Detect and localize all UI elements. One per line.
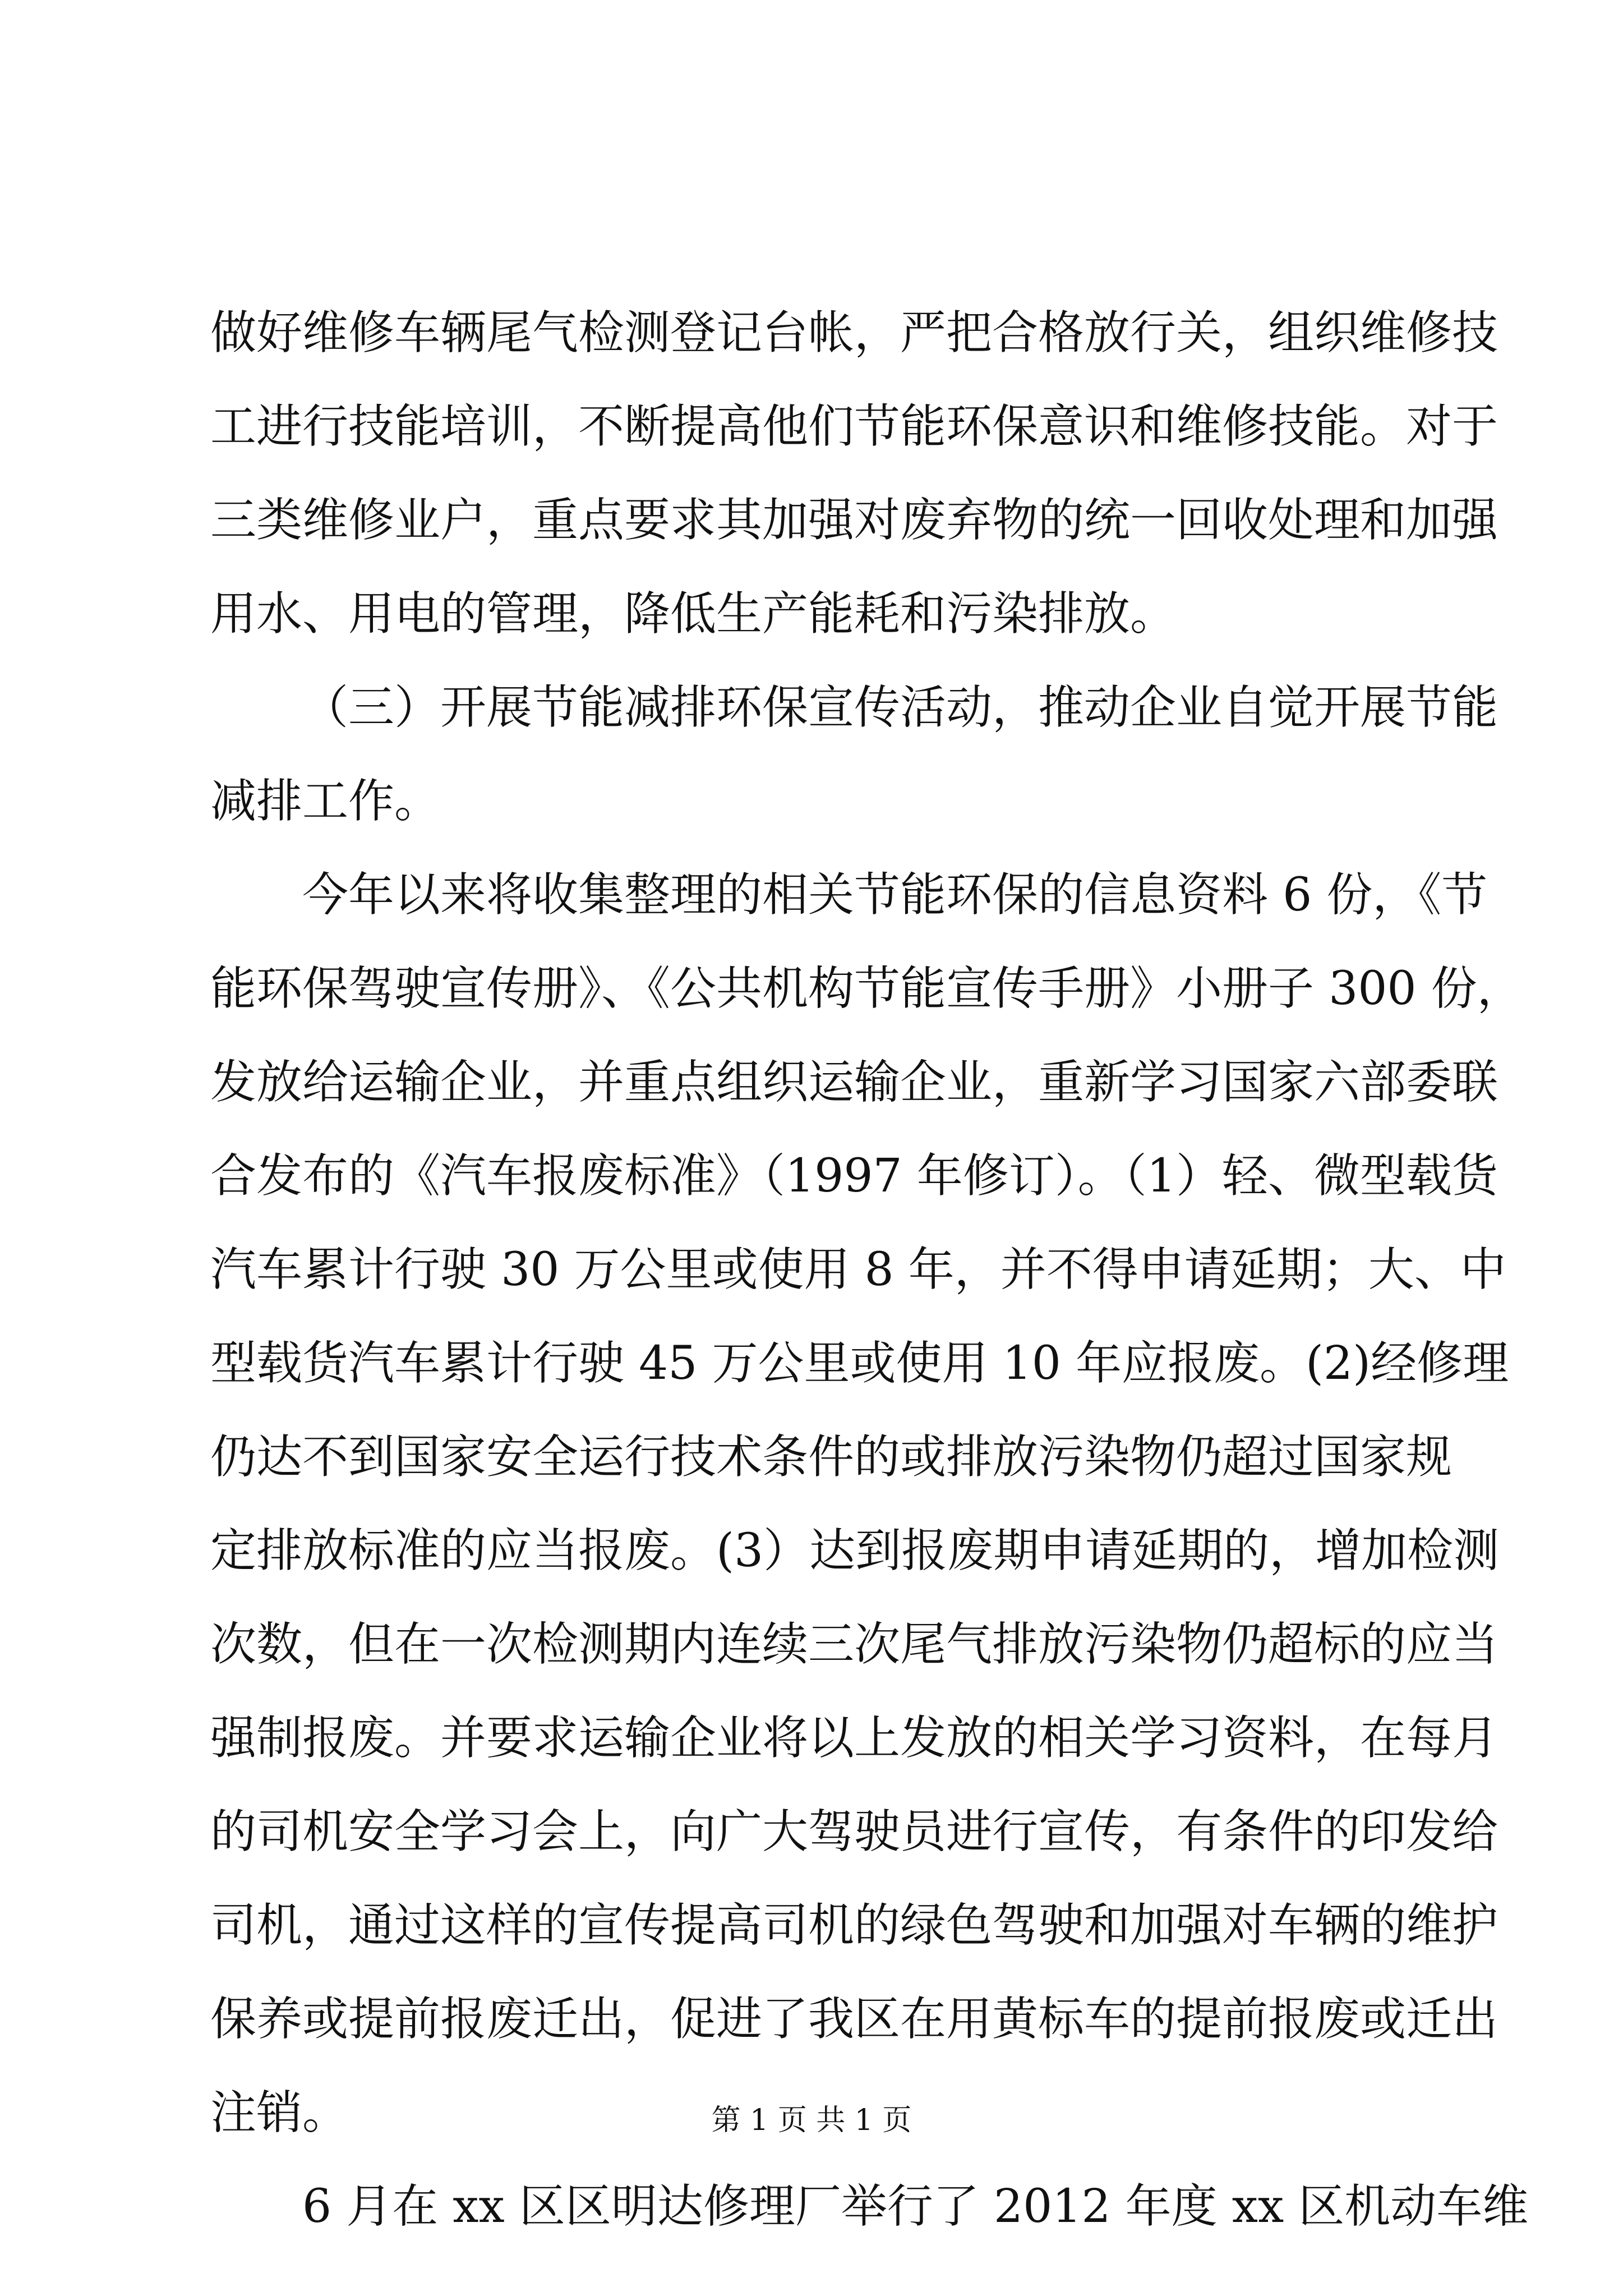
text-line: 汽车累计行驶 30 万公里或使用 8 年，并不得申请延期；大、中 xyxy=(210,1243,1506,1296)
text-line: 注销。 xyxy=(210,2086,349,2139)
text-line: 合发布的《汽车报废标准》（1997 年修订）。（1）轻、微型载货 xyxy=(210,1149,1498,1203)
text-line: 的司机安全学习会上，向广大驾驶员进行宣传，有条件的印发给 xyxy=(210,1805,1498,1858)
text-line: 工进行技能培训，不断提高他们节能环保意识和维修技能。对于 xyxy=(210,400,1498,453)
text-line: 司机，通过这样的宣传提高司机的绿色驾驶和加强对车辆的维护 xyxy=(210,1899,1498,1952)
text-line: 三类维修业户，重点要求其加强对废弃物的统一回收处理和加强 xyxy=(210,494,1498,547)
text-line: 能环保驾驶宣传册》、《公共机构节能宣传手册》小册子 300 份， xyxy=(210,962,1523,1015)
text-line: 次数，但在一次检测期内连续三次尾气排放污染物仍超标的应当 xyxy=(210,1618,1498,1671)
text-line: 发放给运输企业，并重点组织运输企业，重新学习国家六部委联 xyxy=(210,1056,1498,1109)
text-line: 保养或提前报废迁出，促进了我区在用黄标车的提前报废或迁出 xyxy=(210,1993,1498,2046)
text-line: 今年以来将收集整理的相关节能环保的信息资料 6 份，《节 xyxy=(302,868,1488,922)
text-line: 用水、用电的管理，降低生产能耗和污染排放。 xyxy=(210,587,1177,641)
text-line: 型载货汽车累计行驶 45 万公里或使用 10 年应报废。(2)经修理 xyxy=(210,1337,1509,1390)
text-line: 强制报废。并要求运输企业将以上发放的相关学习资料，在每月 xyxy=(210,1711,1498,1765)
page-footer: 第 1 页 共 1 页 xyxy=(711,2104,912,2137)
text-line: 6 月在 xx 区区明达修理厂举行了 2012 年度 xx 区机动车维 xyxy=(302,2180,1529,2233)
text-line: 做好维修车辆尾气检测登记台帐，严把合格放行关，组织维修技 xyxy=(210,306,1498,360)
text-line: 仍达不到国家安全运行技术条件的或排放污染物仍超过国家规 xyxy=(210,1430,1453,1484)
text-line: 减排工作。 xyxy=(210,775,441,828)
document-body xyxy=(210,286,1529,2253)
text-line: （三）开展节能减排环保宣传活动，推动企业自觉开展节能 xyxy=(302,681,1498,734)
text-line: 定排放标准的应当报废。(3）达到报废期申请延期的，增加检测 xyxy=(210,1524,1500,1577)
